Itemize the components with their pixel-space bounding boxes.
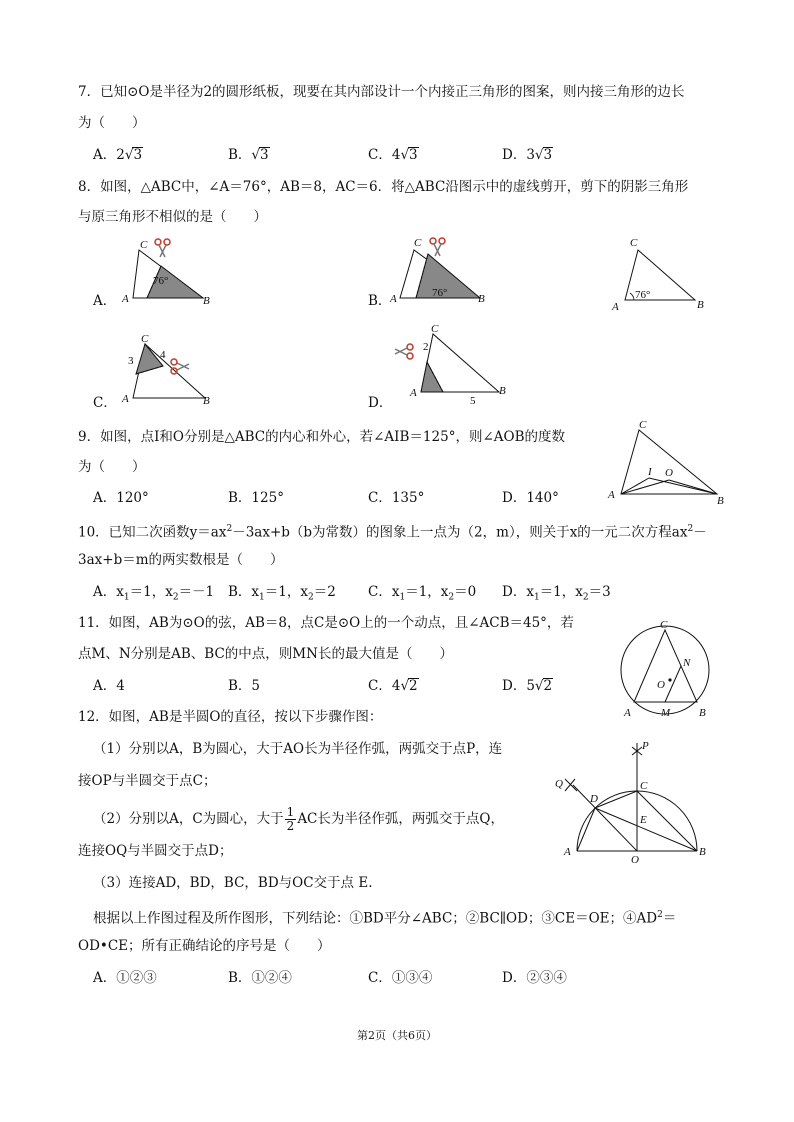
q11-label-c: C: [660, 619, 668, 631]
q12-option-c: C．①③④: [368, 970, 433, 986]
q10-option-c: C．$x_1=1$，$x_2=0$: [368, 584, 477, 603]
q12-label-c: C: [640, 780, 648, 792]
q12-label-d: D: [590, 793, 598, 805]
q11-label-o: O: [657, 679, 665, 691]
q12-label-q: Q: [555, 778, 563, 790]
q8b-label-b: B: [478, 293, 485, 305]
q12-option-d: D．②③④: [502, 970, 567, 986]
q8-original-triangle: [605, 236, 715, 314]
q8a-label-a: A: [122, 293, 129, 305]
q7-stem-line2: 为（ ）: [78, 115, 146, 131]
q11-label-b: B: [699, 707, 706, 719]
q8o-label-b: B: [697, 299, 704, 311]
q12-step1-line1: （1）分别以A，B为圆心，大于AO长为半径作弧，两弧交于点P，连: [93, 741, 503, 757]
q11-option-b: B．5: [228, 678, 261, 694]
scissors-icon: [395, 344, 413, 359]
q11-option-a: A．4: [93, 678, 125, 694]
q9-figure: [605, 418, 730, 510]
q8-stem-line1: 8．如图，△ABC中，∠A＝76°，AB＝8，AC＝6．将△ABC沿图示中的虚线剪开，剪下的阴影三角形: [78, 179, 689, 195]
page-footer: 第2页（共6页）: [357, 1029, 437, 1042]
q8o-label-c: C: [630, 237, 638, 249]
scissors-icon: [171, 359, 189, 374]
q8-option-c-letter: C．: [93, 395, 117, 411]
q11-label-a: A: [624, 707, 631, 719]
q9-label-b: B: [717, 495, 724, 507]
q12-step1-line2: 接OP与半圆交于点C；: [78, 773, 217, 789]
q12-option-a: A．①②③: [93, 970, 157, 986]
q8d-label-a: A: [410, 387, 417, 399]
q7-option-b: B．√3: [228, 147, 269, 163]
q9-option-c: C．135°: [368, 490, 425, 506]
q7-option-a: A．2√3: [93, 147, 143, 163]
q8b-label-angle: 76°: [432, 287, 448, 299]
q9-option-b: B．125°: [228, 490, 284, 506]
q11-option-d: D．5√2: [502, 678, 553, 694]
q7-option-c: C．4√3: [368, 147, 418, 163]
q9-label-i: I: [648, 466, 652, 478]
q12-stem-line1: 12．如图，AB是半圆O的直径，按以下步骤作图：: [78, 709, 383, 725]
q11-stem-line1: 11．如图，AB为⊙O的弦，AB＝8，点C是⊙O上的一个动点，且∠ACB＝45°，若: [78, 615, 574, 631]
q8-option-d-letter: D．: [368, 395, 393, 411]
q10-stem-line1: 10．已知二次函数$y=ax^2-3ax+b(b$为常数）的图象上一点为（2，m），则关于x的一元二次方程$ax^2-$: [78, 524, 707, 541]
q11-label-m: M: [661, 707, 671, 719]
q8-figure-b: [390, 236, 490, 308]
q8-figure-d: [395, 324, 515, 408]
q12-step2-line2: 连接OQ与半圆交于点D；: [78, 843, 233, 859]
q12-conclusion-line1: 根据以上作图过程及所作图形，下列结论：①BD平分∠ABC；②BC∥OD；③CE＝OE；$④AD^2=$: [93, 910, 677, 927]
q9-label-o: O: [665, 467, 673, 479]
q10-option-d: D．$x_1=1$，$x_2=3$: [502, 584, 611, 603]
q8c-label-4: 4: [160, 349, 166, 361]
q12-conclusion-line2: OD•CE；所有正确结论的序号是（ ）: [78, 938, 331, 954]
half-fraction: $\frac{1}{2}$: [286, 805, 295, 833]
q12-label-e: E: [640, 814, 647, 826]
q12-step3: （3）连接AD，BD，BC，BD与OC交于点 E.: [93, 875, 373, 891]
q8-figure-a: [115, 236, 215, 308]
q12-label-a: A: [564, 846, 571, 858]
q12-label-o: O: [631, 854, 639, 866]
q8-option-b-letter: B．: [368, 293, 392, 309]
q8a-label-b: B: [203, 295, 210, 307]
q8c-label-3: 3: [128, 355, 134, 367]
q12-step2-line1: （2）分别以A，C为圆心，大于 $\frac{1}{2}$ AC长为半径作弧，两弧交于点Q，: [93, 805, 504, 833]
q8-option-a-letter: A．: [93, 293, 117, 309]
q10-option-a: A．$x_1=1$，$x_2=-1$: [93, 584, 215, 603]
q7-option-d: D．3√3: [502, 147, 553, 163]
q8d-label-2: 2: [423, 341, 429, 353]
q7-stem-line1: 7．已知⊙O是半径为2的圆形纸板，现要在其内部设计一个内接正三角形的图案，则内接三角形的边长: [78, 84, 685, 100]
q8c-label-b: B: [203, 395, 210, 407]
q9-label-a: A: [608, 489, 615, 501]
q10-option-b: B．$x_1=1$，$x_2=2$: [228, 584, 336, 603]
q8d-label-b: B: [499, 385, 506, 397]
q11-figure: [615, 618, 720, 722]
scissors-icon: [430, 238, 445, 256]
q11-stem-line2: 点M、N分别是AB、BC的中点，则MN长的最大值是（ ）: [78, 646, 453, 662]
q9-label-c: C: [639, 419, 647, 431]
q9-option-a: A．120°: [93, 490, 149, 506]
q8c-label-c: C: [141, 333, 149, 345]
q8o-label-angle: 76°: [635, 289, 651, 301]
q8d-label-5: 5: [470, 395, 476, 407]
scissors-icon: [155, 239, 170, 257]
q9-stem-line1: 9．如图，点I和O分别是△ABC的内心和外心，若∠AIB＝125°，则∠AOB的度数: [78, 429, 566, 445]
q8b-label-c: C: [414, 237, 422, 249]
q9-option-d: D．140°: [502, 490, 559, 506]
q8-stem-line2: 与原三角形不相似的是（ ）: [78, 209, 267, 225]
q8c-label-a: A: [122, 393, 129, 405]
q12-option-b: B．①②④: [228, 970, 292, 986]
q11-option-c: C．4√2: [368, 678, 418, 694]
q8a-label-angle: 76°: [153, 275, 169, 287]
q10-stem-line2: 3ax+b＝m的两实数根是（ ）: [78, 552, 284, 568]
q8b-label-a: A: [390, 293, 397, 305]
q12-label-b: B: [699, 846, 706, 858]
q11-label-n: N: [683, 657, 691, 669]
q9-stem-line2: 为（ ）: [78, 459, 146, 475]
q12-label-p: P: [642, 740, 649, 752]
q8-figure-c: [115, 334, 215, 406]
q8a-label-c: C: [140, 239, 148, 251]
q12-figure: [555, 735, 715, 865]
q8d-label-c: C: [431, 323, 439, 335]
q8o-label-a: A: [612, 301, 619, 313]
